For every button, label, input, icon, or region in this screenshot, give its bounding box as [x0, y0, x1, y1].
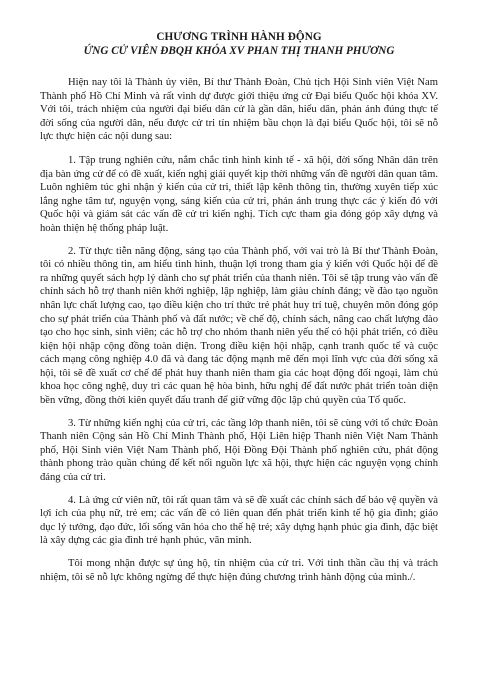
paragraph-item-4: 4. Là ứng cử viên nữ, tôi rất quan tâm và sẽ đề xuất các chính sách để bảo vệ quyền và lợi ích của phụ nữ, trẻ em; các vấn đề có liên quan đến phát triển kinh tế hộ gia đình; giáo dục lý tưởng, đạo đức, lối sống văn hóa cho thế hệ trẻ; xây dựng hạnh phúc gia đình, đặc biệt là xây dựng các gia đình trẻ hạnh phúc, văn minh. [40, 494, 438, 547]
paragraph-item-1: 1. Tập trung nghiên cứu, nắm chắc tình hình kinh tế - xã hội, đời sống Nhân dân trên địa bàn ứng cử để có đề xuất, kiến nghị giải quyết kịp thời những vấn đề người dân quan tâm. Luôn nghiêm túc ghi nhận ý kiến của cử tri, thiết lập kênh thông tin, thường xuyên tiếp xúc lắng nghe tâm tư, nguyện vọng, sáng kiến của cử tri, phản ánh trung thực các ý kiến đó với Quốc hội và giám sát các vấn đề cử tri kiến nghị. Tích cực tham gia đóng góp xây dựng và hoàn thiện hệ thống pháp luật. [40, 154, 438, 234]
document-title: CHƯƠNG TRÌNH HÀNH ĐỘNG [156, 31, 322, 43]
paragraph-item-3: 3. Từ những kiến nghị của cử tri, các tầng lớp thanh niên, tôi sẽ cùng với tổ chức Đoàn Thanh niên Cộng sản Hồ Chí Minh Thành phố, Hội Liên hiệp Thanh niên Việt Nam Thành phố, Hội Sinh viên Việt Nam Thành phố, Hội Đồng Đội Thành phố nghiên cứu, phát động thành phong trào quần chúng để kết nối nguồn lực xã hội, thực hiện các nguyện vọng chính đáng của cử tri. [40, 417, 438, 484]
paragraph-closing: Tôi mong nhận được sự ủng hộ, tín nhiệm của cử tri. Với tinh thần cầu thị và trách nhiệm, tôi sẽ nỗ lực không ngừng để thực hiện đúng chương trình hành động của mình./. [40, 558, 438, 583]
paragraph-item-2: 2. Từ thực tiễn năng động, sáng tạo của Thành phố, với vai trò là Bí thư Thành Đoàn, tôi có nhiều thông tin, am hiểu tình hình, thuận lợi trong tham gia ý kiến với Quốc hội để đề ra những quyết sách hợp lý dành cho sự phát triển của thanh niên. Tôi sẽ tập trung vào vấn đề chính sách hỗ trợ thanh niên khởi nghiệp, lập nghiệp, làm giàu chính đáng; về đào tạo nguồn nhân lực chất lượng cao, tạo điều kiện cho trí thức trẻ phát huy trí tuệ, chuyên môn đóng góp cho sự phát triển của Thành phố và đất nước; về chế độ, chính sách, nâng cao chất lượng đào tạo cho học sinh, sinh viên; các hỗ trợ cho nhóm thanh niên yếu thế có hội phát triển, có điều kiện hội nhập cộng đồng toàn diện. Trong điều kiện hội nhập, cạnh tranh quốc tế và cuộc cách mạng công nghiệp 4.0 đã và đang tác động mạnh mẽ đến mọi lĩnh vực của đời sống xã hội, tôi sẽ đề xuất cơ chế để phát huy thanh niên tham gia các hoạt động đối ngoại, làm chủ khoa học công nghệ, duy trì các quan hệ hòa bình, hữu nghị để đất nước phát triển toàn diện bền vững, đồng thời kiên quyết đấu tranh để giữ vững độc lập chủ quyền của Tổ quốc. [40, 245, 438, 407]
paragraph-intro: Hiện nay tôi là Thành ủy viên, Bí thư Thành Đoàn, Chủ tịch Hội Sinh viên Việt Nam Thành phố Hồ Chí Minh và rất vinh dự được giới thiệu ứng cử Đại biểu Quốc hội khóa XV. Với tôi, trách nhiệm của người đại biểu dân cử là gần dân, hiểu dân, phản ánh đúng thực tế đời sống của người dân, nếu được cử tri tín nhiệm bầu chọn là đại biểu Quốc hội, tôi sẽ nỗ lực thực hiện các nội dung sau: [40, 77, 438, 143]
document-subtitle: ỨNG CỬ VIÊN ĐBQH KHÓA XV PHAN THỊ THANH PHƯƠNG [83, 45, 395, 57]
